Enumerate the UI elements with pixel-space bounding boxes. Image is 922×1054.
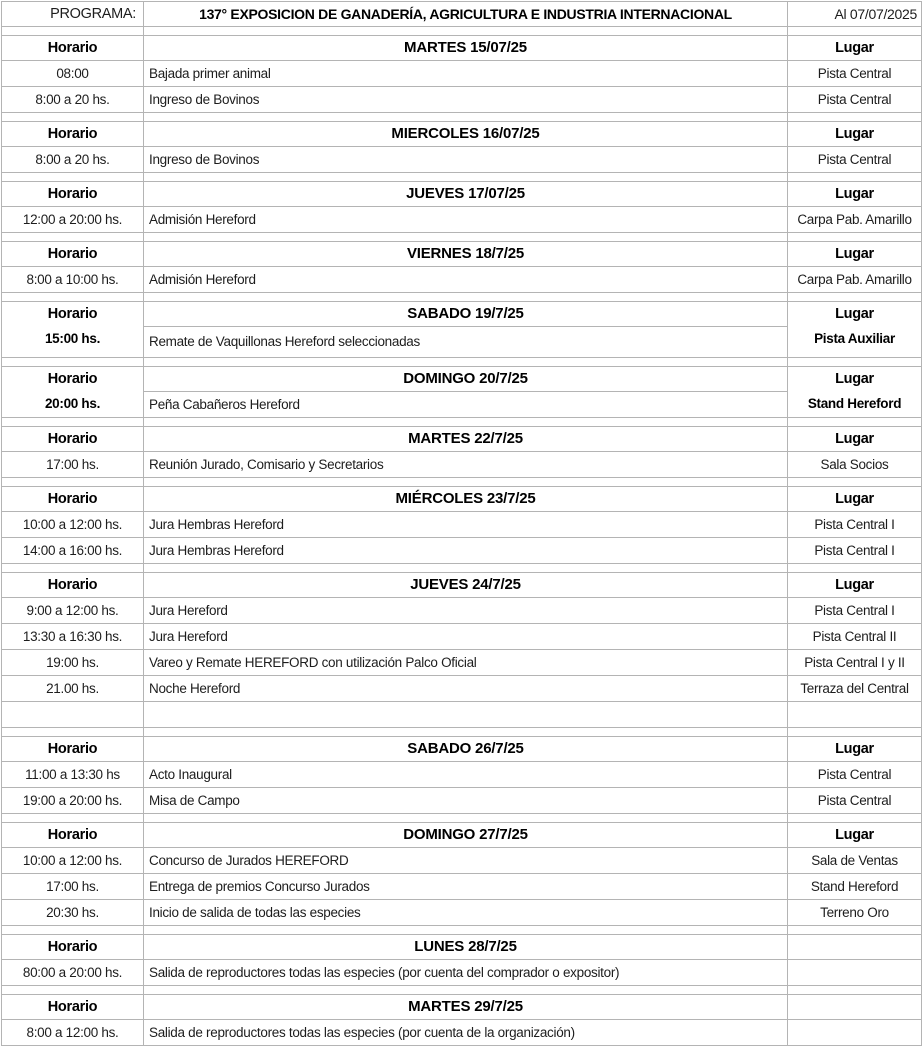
time-cell: 12:00 a 20:00 hs. xyxy=(2,207,144,233)
spacer-cell xyxy=(788,113,922,122)
event-cell: Ingreso de Bovinos xyxy=(144,87,788,113)
event-cell: Acto Inaugural xyxy=(144,762,788,788)
place-cell: Pista Central I xyxy=(788,512,922,538)
place-cell: Pista Central xyxy=(788,61,922,87)
spacer-cell xyxy=(144,233,788,242)
spacer-cell xyxy=(788,728,922,737)
event-cell: Admisión Hereford xyxy=(144,207,788,233)
section-header-row xyxy=(2,487,922,512)
lugar-header: Lugar xyxy=(788,242,922,267)
lugar-merged-cell xyxy=(788,367,922,418)
section-header-row xyxy=(2,182,922,207)
place-cell: Pista Central I y II xyxy=(788,650,922,676)
lugar-header: Lugar xyxy=(788,36,922,61)
time-cell: 13:30 a 16:30 hs. xyxy=(2,624,144,650)
day-header: MIERCOLES 16/07/25 xyxy=(144,122,788,147)
event-row xyxy=(2,1020,922,1046)
horario-header: Horario xyxy=(47,371,98,387)
day-header: LUNES 28/7/25 xyxy=(144,935,788,960)
spacer-cell xyxy=(2,564,144,573)
day-header: JUEVES 24/7/25 xyxy=(144,573,788,598)
place-cell: Terraza del Central xyxy=(788,676,922,702)
section-header-row xyxy=(2,823,922,848)
event-row xyxy=(2,147,922,173)
horario-merged-cell xyxy=(2,302,144,358)
lugar-header xyxy=(788,995,922,1020)
spacer-row xyxy=(2,27,922,36)
spacer-cell xyxy=(788,27,922,36)
event-cell: Remate de Vaquillonas Hereford seleccionadas xyxy=(144,327,788,358)
place-cell: Stand Hereford xyxy=(788,874,922,900)
event-cell: Reunión Jurado, Comisario y Secretarios xyxy=(144,452,788,478)
event-cell: Jura Hembras Hereford xyxy=(144,538,788,564)
event-cell: Ingreso de Bovinos xyxy=(144,147,788,173)
day-header: DOMINGO 27/7/25 xyxy=(144,823,788,848)
event-row xyxy=(2,650,922,676)
spacer-cell xyxy=(144,478,788,487)
event-cell: Misa de Campo xyxy=(144,788,788,814)
spacer-cell xyxy=(2,986,144,995)
spacer-cell xyxy=(788,478,922,487)
spacer-cell xyxy=(144,986,788,995)
spacer-cell xyxy=(2,293,144,302)
spacer-cell xyxy=(2,233,144,242)
place-cell: Pista Auxiliar xyxy=(814,331,895,346)
spacer-row xyxy=(2,173,922,182)
spacer-cell xyxy=(2,926,144,935)
time-cell: 10:00 a 12:00 hs. xyxy=(2,512,144,538)
time-cell: 17:00 hs. xyxy=(2,452,144,478)
lugar-header: Lugar xyxy=(788,487,922,512)
section-header-row xyxy=(2,573,922,598)
time-cell: 19:00 hs. xyxy=(2,650,144,676)
time-cell: 8:00 a 20 hs. xyxy=(2,87,144,113)
spacer-cell xyxy=(2,113,144,122)
spacer-row xyxy=(2,293,922,302)
place-cell: Terreno Oro xyxy=(788,900,922,926)
horario-header: Horario xyxy=(47,306,98,322)
title-row xyxy=(2,2,922,27)
event-row xyxy=(2,87,922,113)
event-cell: Bajada primer animal xyxy=(144,61,788,87)
event-cell: Inicio de salida de todas las especies xyxy=(144,900,788,926)
event-row xyxy=(2,512,922,538)
spacer-cell xyxy=(144,113,788,122)
horario-header: Horario xyxy=(2,823,144,848)
spacer-cell xyxy=(788,814,922,823)
event-row xyxy=(2,874,922,900)
time-cell: 08:00 xyxy=(2,61,144,87)
time-cell: 9:00 a 12:00 hs. xyxy=(2,598,144,624)
lugar-header: Lugar xyxy=(788,737,922,762)
document-title-cell: 137° EXPOSICION DE GANADERÍA, AGRICULTURA E INDUSTRIA INTERNACIONAL xyxy=(144,2,788,27)
time-cell: 19:00 a 20:00 hs. xyxy=(2,788,144,814)
place-cell: Stand Hereford xyxy=(807,396,902,411)
spacer-cell xyxy=(144,564,788,573)
day-header: MARTES 15/07/25 xyxy=(144,36,788,61)
horario-header: Horario xyxy=(2,182,144,207)
event-row xyxy=(2,762,922,788)
event-cell: Salida de reproductores todas las especies (por cuenta del comprador o expositor) xyxy=(144,960,788,986)
time-cell: 10:00 a 12:00 hs. xyxy=(2,848,144,874)
spacer-row xyxy=(2,728,922,737)
event-cell: Jura Hereford xyxy=(144,624,788,650)
event-row xyxy=(2,900,922,926)
place-cell: Pista Central xyxy=(788,87,922,113)
section-header-row xyxy=(2,737,922,762)
event-row xyxy=(2,788,922,814)
spacer-cell xyxy=(2,728,144,737)
day-header: DOMINGO 20/7/25 xyxy=(144,367,788,392)
spacer-cell xyxy=(2,418,144,427)
section-header-row xyxy=(2,995,922,1020)
horario-header: Horario xyxy=(2,427,144,452)
event-row xyxy=(2,676,922,702)
day-header: SABADO 19/7/25 xyxy=(144,302,788,327)
spacer-row xyxy=(2,113,922,122)
day-header: MARTES 29/7/25 xyxy=(144,995,788,1020)
program-sheet xyxy=(0,1,922,1054)
place-cell: Pista Central I xyxy=(788,538,922,564)
event-cell: Noche Hereford xyxy=(144,676,788,702)
place-cell: Carpa Pab. Amarillo xyxy=(788,267,922,293)
place-cell: Carpa Pab. Amarillo xyxy=(788,207,922,233)
time-cell: 20:00 hs. xyxy=(44,396,101,411)
day-header: JUEVES 17/07/25 xyxy=(144,182,788,207)
event-cell: Admisión Hereford xyxy=(144,267,788,293)
section-header-row xyxy=(2,36,922,61)
spacer-cell xyxy=(788,564,922,573)
spacer-row xyxy=(2,478,922,487)
spacer-cell xyxy=(144,293,788,302)
time-cell: 20:30 hs. xyxy=(2,900,144,926)
horario-header: Horario xyxy=(2,36,144,61)
place-cell xyxy=(788,1020,922,1046)
horario-header: Horario xyxy=(2,995,144,1020)
section-header-row xyxy=(2,935,922,960)
event-row xyxy=(2,598,922,624)
time-cell: 11:00 a 13:30 hs xyxy=(2,762,144,788)
event-cell: Jura Hereford xyxy=(144,598,788,624)
spacer-cell xyxy=(788,418,922,427)
horario-header: Horario xyxy=(2,737,144,762)
spacer-cell xyxy=(2,814,144,823)
spacer-cell xyxy=(788,926,922,935)
event-row xyxy=(2,267,922,293)
lugar-header: Lugar xyxy=(835,306,874,322)
day-header: MIÉRCOLES 23/7/25 xyxy=(144,487,788,512)
schedule-table xyxy=(1,1,922,1046)
spacer-cell xyxy=(788,986,922,995)
spacer-cell xyxy=(788,293,922,302)
time-cell: 17:00 hs. xyxy=(2,874,144,900)
spacer-row xyxy=(2,564,922,573)
section-header-row xyxy=(2,242,922,267)
section-header-row xyxy=(2,367,922,392)
horario-header: Horario xyxy=(2,573,144,598)
time-cell: 21.00 hs. xyxy=(2,676,144,702)
section-header-row xyxy=(2,122,922,147)
spacer-row xyxy=(2,233,922,242)
spacer-cell xyxy=(2,358,144,367)
lugar-merged-cell xyxy=(788,302,922,358)
lugar-header: Lugar xyxy=(788,427,922,452)
spacer-row xyxy=(2,418,922,427)
spacer-cell xyxy=(144,418,788,427)
spacer-row xyxy=(2,358,922,367)
place-cell: Pista Central xyxy=(788,788,922,814)
place-cell: Sala de Ventas xyxy=(788,848,922,874)
place-cell: Pista Central I xyxy=(788,598,922,624)
event-row xyxy=(2,848,922,874)
event-row xyxy=(2,624,922,650)
horario-header: Horario xyxy=(2,487,144,512)
event-cell: Concurso de Jurados HEREFORD xyxy=(144,848,788,874)
time-cell: 8:00 a 20 hs. xyxy=(2,147,144,173)
event-cell: Entrega de premios Concurso Jurados xyxy=(144,874,788,900)
lugar-header: Lugar xyxy=(788,122,922,147)
day-header: SABADO 26/7/25 xyxy=(144,737,788,762)
program-label-cell: PROGRAMA: xyxy=(2,2,144,27)
spacer-cell xyxy=(144,926,788,935)
spacer-cell xyxy=(2,478,144,487)
horario-header: Horario xyxy=(2,122,144,147)
spacer-cell xyxy=(144,728,788,737)
section-header-row xyxy=(2,302,922,327)
event-row xyxy=(2,61,922,87)
event-row xyxy=(2,207,922,233)
empty-row xyxy=(2,702,922,728)
spacer-cell xyxy=(788,173,922,182)
time-cell xyxy=(2,702,144,728)
lugar-header: Lugar xyxy=(788,182,922,207)
spacer-cell xyxy=(788,233,922,242)
spacer-cell xyxy=(144,27,788,36)
spacer-row xyxy=(2,926,922,935)
spacer-cell xyxy=(144,358,788,367)
section-header-row xyxy=(2,427,922,452)
place-cell: Sala Socios xyxy=(788,452,922,478)
spacer-cell xyxy=(144,173,788,182)
spacer-cell xyxy=(2,27,144,36)
event-cell: Salida de reproductores todas las especies (por cuenta de la organización) xyxy=(144,1020,788,1046)
time-cell: 15:00 hs. xyxy=(44,331,101,346)
horario-header: Horario xyxy=(2,242,144,267)
place-cell: Pista Central xyxy=(788,762,922,788)
event-row xyxy=(2,452,922,478)
horario-header: Horario xyxy=(2,935,144,960)
lugar-header: Lugar xyxy=(788,573,922,598)
place-cell: Pista Central xyxy=(788,147,922,173)
day-header: MARTES 22/7/25 xyxy=(144,427,788,452)
time-cell: 14:00 a 16:00 hs. xyxy=(2,538,144,564)
horario-merged-cell xyxy=(2,367,144,418)
spacer-cell xyxy=(144,814,788,823)
place-cell xyxy=(788,960,922,986)
day-header: VIERNES 18/7/25 xyxy=(144,242,788,267)
time-cell: 8:00 a 10:00 hs. xyxy=(2,267,144,293)
event-row xyxy=(2,960,922,986)
date-cell: Al 07/07/2025 xyxy=(788,2,922,27)
time-cell: 80:00 a 20:00 hs. xyxy=(2,960,144,986)
lugar-header: Lugar xyxy=(835,371,874,387)
lugar-header: Lugar xyxy=(788,823,922,848)
spacer-row xyxy=(2,986,922,995)
spacer-cell xyxy=(788,358,922,367)
place-cell: Pista Central II xyxy=(788,624,922,650)
event-row xyxy=(2,538,922,564)
spacer-cell xyxy=(2,173,144,182)
event-cell: Jura Hembras Hereford xyxy=(144,512,788,538)
place-cell xyxy=(788,702,922,728)
spacer-row xyxy=(2,814,922,823)
event-cell: Vareo y Remate HEREFORD con utilización Palco Oficial xyxy=(144,650,788,676)
time-cell: 8:00 a 12:00 hs. xyxy=(2,1020,144,1046)
event-cell: Peña Cabañeros Hereford xyxy=(144,392,788,418)
event-cell xyxy=(144,702,788,728)
lugar-header xyxy=(788,935,922,960)
